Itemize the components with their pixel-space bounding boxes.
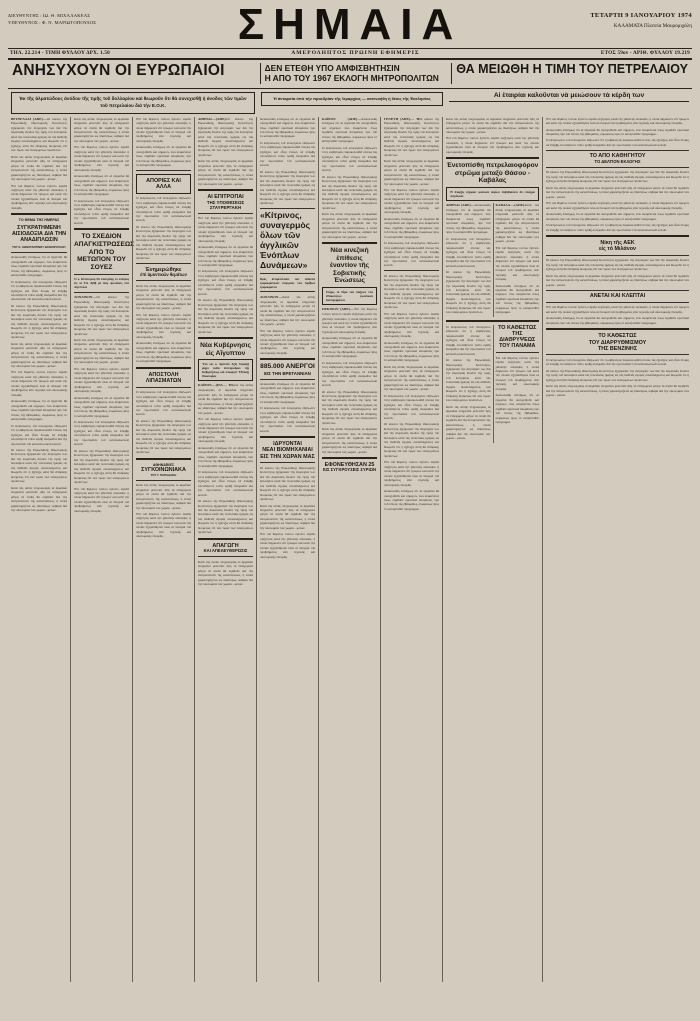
col4-p3: Ἐπὶ τοῦ θέματος τούτου ἐγένετο εὐρεῖα συζήτησις κατὰ τὴν χθεσινὴν σύσκεψιν, ἡ ὁποία διήρκεσεν ἐπὶ τρίωρον καὶ κατὰ τὴν ὁποίαν ἐξητάσθησαν ὅλαι αἱ πλευραὶ τοῦ προβλήματος ἀπὸ τεχνικῆς καὶ οἰκονομικῆς πλευρᾶς.: [198, 216, 253, 243]
col1-p5: Ὁ ἐκπρόσωπος τοῦ ὑπουργείου ἐδήλωσεν ὅτι ἡ κυβέρνησις παρακολουθεῖ στενῶς τὰς ἐξελίξεις καὶ εἶναι ἕτοιμη νὰ ἐπέμβῃ ὁποτεδήποτε τοῦτο κριθῇ ἀναγκαῖον διὰ τὴν προστασίαν τοῦ καταναλωτικοῦ κοινοῦ.: [11, 279, 67, 302]
col5-p8: Οἱ κύκλοι τῆς Εὐρωπαϊκῆς Οἰκονομικῆς Κοινότητος ἐξέφρασαν τὴν ἀνησυχίαν των διὰ τὴν ἁλματώδη ἄνοδον τῆς τιμῆς τοῦ δολλαρίου κατὰ τὰς τελευταίας ἡμέρας εἰς τὰς διεθνεῖς ἀγορὰς συναλλάγματος καὶ θεωροῦν ὅτι ἡ ἐξέλιξις αὐτὴ θὰ ἐπιδράσῃ δυσμενῶς ἐπὶ τῶν τιμῶν τῶν εἰσαγομένων προϊόντων.: [260, 465, 315, 502]
col8-sub-c-body: [446, 325, 491, 441]
col3-p9: Οἱ κύκλοι τῆς Εὐρωπαϊκῆς Οἰκονομικῆς Κοινότητος ἐξέφρασαν τὴν ἀνησυχίαν των διὰ τὴν ἁλματώδη ἄνοδον τῆς τιμῆς τοῦ δολλαρίου κατὰ τὰς τελευταίας ἡμέρας εἰς τὰς διεθνεῖς ἀγορὰς συναλλάγματος καὶ θεωροῦν ὅτι ἡ ἐξέλιξις αὐτὴ θὰ ἐπιδράσῃ δυσμενῶς ἐπὶ τῶν τιμῶν τῶν εἰσαγομένων προϊόντων.: [136, 418, 191, 455]
deck-mid-wrap: [258, 92, 446, 114]
masthead-subbar: [8, 49, 692, 60]
divider: [198, 556, 253, 557]
agency-tag: ΑΘΗΝΑΙ.—(ΑΠΕ).: [198, 116, 227, 121]
col9-body2: [546, 170, 689, 232]
col2-p3: Ἀνεκοινώθη ἐπισήμως ὅτι αἱ ἐργασίαι θὰ συνεχισθοῦν καὶ σήμερον, ἐνῶ ἀναμένεται ὅπως ληφθοῦν ὁριστικαὶ ἀποφάσεις πρὸ τοῦ τέλους τῆς ἑβδομάδος, συμφώνως πρὸς τὸ καταρτισθὲν πρόγραμμα.: [74, 174, 129, 197]
apostoli2-l2: ΤΟ ΔΕΛΤΙΟΝ ΕΚΛΟΓΗΣ: [594, 158, 641, 164]
col8-subgrid: [446, 203, 539, 317]
col9-p1: Ἐπὶ τοῦ θέματος τούτου ἐγένετο εὐρεῖα συζήτησις κατὰ τὴν χθεσινὴν σύσκεψιν, ἡ ὁποία διήρκεσεν ἐπὶ τρίωρον καὶ κατὰ τὴν ὁποίαν ἐξητάσθησαν ὅλαι αἱ πλευραὶ τοῦ προβλήματος ἀπὸ τεχνικῆς καὶ οἰκονομικῆς πλευρᾶς.: [546, 116, 689, 126]
col9-p3: Ὁ ἐκπρόσωπος τοῦ ὑπουργείου ἐδήλωσεν ὅτι ἡ κυβέρνησις παρακολουθεῖ στενῶς τὰς ἐξελίξεις καὶ εἶναι ἕτοιμη νὰ ἐπέμβῃ ὁποτεδήποτε τοῦτο κριθῇ ἀναγκαῖον διὰ τὴν προστασίαν τοῦ καταναλωτικοῦ κοινοῦ.: [546, 138, 689, 147]
col8-sub-d: [493, 325, 540, 443]
col4-body: [198, 117, 253, 186]
col2-p1: Κατὰ τὰς αὐτὰς πληροφορίας αἱ ἁρμόδιαι ὑπηρεσίαι μελετοῦν ἤδη τὰ ἐνδεχόμενα μέτρα τὰ ὁποῖα θὰ ληφθοῦν διὰ τὴν ἀντιμετώπισιν τῆς καταστάσεως, ἡ ὁποία χαρακτηρίζεται ὡς ἰδιαιτέρως σοβαρὰ διὰ τὴν οἰκονομίαν τῶν χωρῶν - μελῶν.: [74, 116, 129, 143]
col2-p7: Ἐπὶ τοῦ θέματος τούτου ἐγένετο εὐρεῖα συζήτησις κατὰ τὴν χθεσινὴν σύσκεψιν, ἡ ὁποία διήρκεσεν ἐπὶ τρίωρον καὶ κατὰ τὴν ὁποίαν ἐξητάσθησαν ὅλαι αἱ πλευραὶ τοῦ προβλήματος ἀπὸ τεχνικῆς καὶ οἰκονομικῆς πλευρᾶς.: [74, 366, 129, 394]
col8-p1: Κατὰ τὰς αὐτὰς πληροφορίας αἱ ἁρμόδιαι ὑπηρεσίαι μελετοῦν ἤδη τὰ ἐνδεχόμενα μέτρα τὰ ὁποῖα θὰ ληφθοῦν διὰ τὴν ἀντιμετώπισιν τῆς καταστάσεως, ἡ ὁποία χαρακτηρίζεται ὡς ἰδιαιτέρως σοβαρὰ διὰ τὴν οἰκονομίαν τῶν χωρῶν - μελῶν.: [446, 116, 539, 134]
divider: [74, 228, 129, 230]
col4-p7: Κατὰ τὰς αὐτὰς πληροφορίας αἱ ἁρμόδιαι ὑπηρεσίαι μελετοῦν ἤδη τὰ ἐνδεχόμενα μέτρα τὰ ὁποῖα θὰ ληφθοῦν διὰ τὴν ἀντιμετώπισιν τῆς καταστάσεως, ἡ ὁποία χαρακτηρίζεται ὡς ἰδιαιτέρως σοβαρὰ διὰ τὴν οἰκονομίαν τῶν χωρῶν - μελῶν.: [198, 383, 253, 415]
col1-p8: Ἐπὶ τοῦ θέματος τούτου ἐγένετο εὐρεῖα συζήτησις κατὰ τὴν χθεσινὴν σύσκεψιν, ἡ ὁποία διήρκεσεν ἐπὶ τρίωρον καὶ κατὰ τὴν ὁποίαν ἐξητάσθησαν ὅλαι αἱ πλευραὶ τοῦ προβλήματος ἀπὸ τεχνικῆς καὶ οἰκονομικῆς πλευρᾶς.: [11, 370, 67, 397]
divider: [136, 280, 191, 281]
col7-p6: Οἱ κύκλοι τῆς Εὐρωπαϊκῆς Οἰκονομικῆς Κοινότητος ἐξέφρασαν τὴν ἀνησυχίαν των διὰ τὴν ἁλματώδη ἄνοδον τῆς τιμῆς τοῦ δολλαρίου κατὰ τὰς τελευταίας ἡμέρας εἰς τὰς διεθνεῖς ἀγορὰς συναλλάγματος καὶ θεωροῦν ὅτι ἡ ἐξέλιξις αὐτὴ θὰ ἐπιδράσῃ δυσμενῶς ἐπὶ τῶν τιμῶν τῶν εἰσαγομένων προϊόντων.: [384, 273, 439, 310]
efoneuthisan-l2: ΕΙΣ ΣΥΓΚΡΟΥΣΕΙΣ ΣΥΡΙΩΝ: [323, 467, 376, 473]
apories-title: [136, 174, 191, 194]
divider: [546, 328, 689, 330]
col3-body2: [136, 196, 191, 261]
col8-p4: Ὁ ἐκπρόσωπος τοῦ ὑπουργείου ἐδήλωσεν ὅτι ἡ κυβέρνησις παρακολουθεῖ στενῶς τὰς ἐξελίξεις καὶ εἶναι ἕτοιμη νὰ ἐπέμβῃ ὁποτεδήποτε τοῦτο κριθῇ ἀναγκαῖον διὰ τὴν προστασίαν τοῦ καταναλωτικοῦ κοινοῦ.: [446, 236, 491, 268]
masthead: [8, 0, 692, 49]
anetai-title: ΑΝΕΤΑΙ ΚΑΙ ΚΛΕΠΤΑΙ: [589, 293, 646, 300]
col9-p10: Κατὰ τὰς αὐτὰς πληροφορίας αἱ ἁρμόδιαι ὑπηρεσίαι μελετοῦν ἤδη τὰ ἐνδεχόμενα μέτρα τὰ ὁποῖα θὰ ληφθοῦν διὰ τὴν ἀντιμετώπισιν τῆς καταστάσεως, ἡ ὁποία χαρακτηρίζεται ὡς ἰδιαιτέρως σοβαρὰ διὰ τὴν οἰκονομίαν τῶν χωρῶν - μελῶν.: [546, 273, 689, 287]
divider: [136, 170, 191, 171]
col7-p2: Κατὰ τὰς αὐτὰς πληροφορίας αἱ ἁρμόδιαι ὑπηρεσίαι μελετοῦν ἤδη τὰ ἐνδεχόμενα μέτρα τὰ ὁποῖα θὰ ληφθοῦν διὰ τὴν ἀντιμετώπισιν τῆς καταστάσεως, ἡ ὁποία χαρακτηρίζεται ὡς ἰδιαιτέρως σοβαρὰ διὰ τὴν οἰκονομίαν τῶν χωρῶν - μελῶν.: [384, 159, 439, 186]
col2-p8: Ἀνεκοινώθη ἐπισήμως ὅτι αἱ ἐργασίαι θὰ συνεχισθοῦν καὶ σήμερον, ἐνῶ ἀναμένεται ὅπως ληφθοῦν ὁριστικαὶ ἀποφάσεις πρὸ τοῦ τέλους τῆς ἑβδομάδος, συμφώνως πρὸς τὸ καταρτισθὲν πρόγραμμα.: [74, 395, 129, 418]
main-headline: ΑΝΗΣΥΧΟΥΝ ΟΙ ΕΥΡΩΠΑΙΟΙ: [12, 61, 225, 79]
athinaikes-kicker: ΑΘΗΝΑΪΚΕΣ: [152, 462, 175, 467]
kathestos-benzinis-l1: ΤΟ ΚΑΘΕΣΤΩΣ: [598, 333, 637, 340]
col2-p9: Ὁ ἐκπρόσωπος τοῦ ὑπουργείου ἐδήλωσεν ὅτι ἡ κυβέρνησις παρακολουθεῖ στενῶς τὰς ἐξελίξεις καὶ εἶναι ἕτοιμη νὰ ἐπέμβῃ ὁποτεδήποτε τοῦτο κριθῇ ἀναγκαῖον διὰ τὴν προστασίαν τοῦ καταναλωτικοῦ κοινοῦ.: [74, 419, 129, 447]
col1-p3: Ἐπὶ τοῦ θέματος τούτου ἐγένετο εὐρεῖα συζήτησις κατὰ τὴν χθεσινὴν σύσκεψιν, ἡ ὁποία διήρκεσεν ἐπὶ τρίωρον καὶ κατὰ τὴν ὁποίαν ἐξητάσθησαν ὅλαι αἱ πλευραὶ τοῦ προβλήματος ἀπὸ τεχνικῆς καὶ οἰκονομικῆς πλευρᾶς.: [11, 183, 67, 210]
col2-p4: Ὁ ἐκπρόσωπος τοῦ ὑπουργείου ἐδήλωσεν ὅτι ἡ κυβέρνησις παρακολουθεῖ στενῶς τὰς ἐξελίξεις καὶ εἶναι ἕτοιμη νὰ ἐπέμβῃ ὁποτεδήποτε τοῦτο κριθῇ ἀναγκαῖον διὰ τὴν προστασίαν τοῦ καταναλωτικοῦ κοινοῦ.: [74, 198, 129, 225]
agency-tag: ΚΑΪΡΟΝ (ΑΠΕ).—: [322, 116, 362, 121]
col2-p10: Οἱ κύκλοι τῆς Εὐρωπαϊκῆς Οἰκονομικῆς Κοινότητος ἐξέφρασαν τὴν ἀνησυχίαν των διὰ τὴν ἁλματώδη ἄνοδον τῆς τιμῆς τοῦ δολλαρίου κατὰ τὰς τελευταίας ἡμέρας εἰς τὰς διεθνεῖς ἀγορὰς συναλλάγματος καὶ θεωροῦν ὅτι ἡ ἐξέλιξις αὐτὴ θὰ ἐπιδράσῃ δυσμενῶς ἐπὶ τῶν τιμῶν τῶν εἰσαγομένων προϊόντων.: [74, 448, 129, 485]
petrelaioforon-deck: Ἡ ὕπαρξις ἰσχυρῶν φυσικῶν ἀερίων ἐπιβεβαιώνει ὅτι ὑπάρχει πετρέλαιον: [446, 187, 539, 201]
col7-p5: Ὁ ἐκπρόσωπος τοῦ ὑπουργείου ἐδήλωσεν ὅτι ἡ κυβέρνησις παρακολουθεῖ στενῶς τὰς ἐξελίξεις καὶ εἶναι ἕτοιμη νὰ ἐπέμβῃ ὁποτεδήποτε τοῦτο κριθῇ ἀναγκαῖον διὰ τὴν προστασίαν τοῦ καταναλωτικοῦ κοινοῦ.: [384, 241, 439, 268]
divider: [260, 462, 315, 463]
aiguptou-title: Νέα Κυβέρνησις εἰς Αἴγυπτον: [200, 342, 251, 357]
col7-p12: Ἐπὶ τοῦ θέματος τούτου ἐγένετο εὐρεῖα συζήτησις κατὰ τὴν χθεσινὴν σύσκεψιν, ἡ ὁποία διήρκεσεν ἐπὶ τρίωρον καὶ κατὰ τὴν ὁποίαν ἐξητάσθησαν ὅλαι αἱ πλευραὶ τοῦ προβλήματος ἀπὸ τεχνικῆς καὶ οἰκονομικῆς πλευρᾶς.: [384, 460, 439, 487]
masthead-date-block: [542, 6, 692, 31]
divider: [136, 387, 191, 388]
kitrinos-l1: «Κίτρινος, συναγερμὸς: [260, 210, 311, 231]
col4-p12: Κατὰ τὰς αὐτὰς πληροφορίας αἱ ἁρμόδιαι ὑπηρεσίαι μελετοῦν ἤδη τὰ ἐνδεχόμενα μέτρα τὰ ὁποῖα θὰ ληφθοῦν διὰ τὴν ἀντιμετώπισιν τῆς καταστάσεως, ἡ ὁποία χαρακτηρίζεται ὡς ἰδιαιτέρως σοβαρὰ διὰ τὴν οἰκονομίαν τῶν χωρῶν - μελῶν.: [198, 559, 253, 587]
aek-l1: Νίκη τῆς ΑΕΚ: [600, 240, 635, 247]
col3-p5: Κατὰ τὰς αὐτὰς πληροφορίας αἱ ἁρμόδιαι ὑπηρεσίαι μελετοῦν ἤδη τὰ ἐνδεχόμενα μέτρα τὰ ὁποῖα θὰ ληφθοῦν διὰ τὴν ἀντιμετώπισιν τῆς καταστάσεως, ἡ ὁποία χαρακτηρίζεται ὡς ἰδιαιτέρως σοβαρὰ διὰ τὴν οἰκονομίαν τῶν χωρῶν - μελῶν.: [136, 283, 191, 311]
col4-body3: [198, 383, 253, 534]
col2-body: [74, 117, 129, 226]
kathestos-benzinis-l3: ΤΗΣ ΒΕΝΖΙΝΗΣ: [597, 345, 638, 352]
column-2: [70, 116, 135, 982]
divider: [260, 208, 315, 209]
col7-p13: Ἀνεκοινώθη ἐπισήμως ὅτι αἱ ἐργασίαι θὰ συνεχισθοῦν καὶ σήμερον, ἐνῶ ἀναμένεται ὅπως ληφθοῦν ὁριστικαὶ ἀποφάσεις πρὸ τοῦ τέλους τῆς ἑβδομάδος, συμφώνως πρὸς τὸ καταρτισθὲν πρόγραμμα.: [384, 489, 439, 511]
divider: [260, 358, 315, 360]
apories-label: ΑΠΟΡΙΕΣ ΚΑΙ ΑΛΛΑ: [146, 177, 181, 190]
col6-p7: Ὁ ἐκπρόσωπος τοῦ ὑπουργείου ἐδήλωσεν ὅτι ἡ κυβέρνησις παρακολουθεῖ στενῶς τὰς ἐξελίξεις καὶ εἶναι ἕτοιμη νὰ ἐπέμβῃ ὁποτεδήποτε τοῦτο κριθῇ ἀναγκαῖον διὰ τὴν προστασίαν τοῦ καταναλωτικοῦ κοινοῦ.: [322, 360, 377, 388]
synkoinoniaka-title: ΣΥΓΚΟΙΝΩΝΙΑΚΑ: [141, 467, 186, 474]
col8-body: [446, 117, 539, 155]
col6-p4: Κατὰ τὰς αὐτὰς πληροφορίας αἱ ἁρμόδιαι ὑπηρεσίαι μελετοῦν ἤδη τὰ ἐνδεχόμενα μέτρα τὰ ὁποῖα θὰ ληφθοῦν διὰ τὴν ἀντιμετώπισιν τῆς καταστάσεως, ἡ ὁποία χαρακτηρίζεται ὡς ἰδιαιτέρως σοβαρὰ διὰ τὴν οἰκονομίαν τῶν χωρῶν - μελῶν.: [322, 212, 377, 239]
idruontai-l2: ΝΕΑΙ ΒΙΟΜΗΧΑΝΙΑΙ: [262, 447, 313, 454]
col9-p11: Ἐπὶ τοῦ θέματος τούτου ἐγένετο εὐρεῖα συζήτησις κατὰ τὴν χθεσινὴν σύσκεψιν, ἡ ὁποία διήρκεσεν ἐπὶ τρίωρον καὶ κατὰ τὴν ὁποίαν ἐξητάσθησαν ὅλαι αἱ πλευραὶ τοῦ προβλήματος ἀπὸ τεχνικῆς καὶ οἰκονομικῆς πλευρᾶς.: [546, 305, 689, 314]
col1-p10: Ὁ ἐκπρόσωπος τοῦ ὑπουργείου ἐδήλωσεν ὅτι ἡ κυβέρνησις παρακολουθεῖ στενῶς τὰς ἐξελίξεις καὶ εἶναι ἕτοιμη νὰ ἐπέμβῃ ὁποτεδήποτε τοῦτο κριθῇ ἀναγκαῖον διὰ τὴν προστασίαν τοῦ καταναλωτικοῦ κοινοῦ.: [11, 423, 67, 446]
col3-p3: Ὁ ἐκπρόσωπος τοῦ ὑπουργείου ἐδήλωσεν ὅτι ἡ κυβέρνησις παρακολουθεῖ στενῶς τὰς ἐξελίξεις καὶ εἶναι ἕτοιμη νὰ ἐπέμβῃ ὁποτεδήποτε τοῦτο κριθῇ ἀναγκαῖον διὰ τὴν προστασίαν τοῦ καταναλωτικοῦ κοινοῦ.: [136, 196, 191, 223]
office-address: ΚΑΛΑΜΑΤΑ Πλατεία Μαυρομιχάλη: [613, 22, 692, 29]
paper-tagline: ΑΜΕΡΟΛΗΠΤΟΣ ΠΡΩΙΝΗ ΕΦΗΜΕΡΙΣ: [291, 50, 420, 57]
headline-band: [8, 60, 692, 89]
col9-p4: Οἱ κύκλοι τῆς Εὐρωπαϊκῆς Οἰκονομικῆς Κοινότητος ἐξέφρασαν τὴν ἀνησυχίαν των διὰ τὴν ἁλματώδη ἄνοδον τῆς τιμῆς τοῦ δολλαρίου κατὰ τὰς τελευταίας ἡμέρας εἰς τὰς διεθνεῖς ἀγορὰς συναλλάγματος καὶ θεωροῦν ὅτι ἡ ἐξέλιξις αὐτὴ θὰ ἐπιδράσῃ δυσμενῶς ἐπὶ τῶν τιμῶν τῶν εἰσαγομένων προϊόντων.: [546, 170, 689, 184]
main-grid: [8, 117, 692, 982]
col1-p6: Οἱ κύκλοι τῆς Εὐρωπαϊκῆς Οἰκονομικῆς Κοινότητος ἐξέφρασαν τὴν ἀνησυχίαν των διὰ τὴν ἁλματώδη ἄνοδον τῆς τιμῆς τοῦ δολλαρίου κατὰ τὰς τελευταίας ἡμέρας εἰς τὰς διεθνεῖς ἀγορὰς συναλλάγματος καὶ θεωροῦν ὅτι ἡ ἐξέλιξις αὐτὴ θὰ ἐπιδράσῃ δυσμενῶς ἐπὶ τῶν τιμῶν τῶν εἰσαγομένων προϊόντων.: [11, 303, 67, 340]
col8-p10: Οἱ κύκλοι τῆς Εὐρωπαϊκῆς Οἰκονομικῆς Κοινότητος ἐξέφρασαν τὴν ἀνησυχίαν των διὰ τὴν ἁλματώδη ἄνοδον τῆς τιμῆς τοῦ δολλαρίου κατὰ τὰς τελευταίας ἡμέρας εἰς τὰς διεθνεῖς ἀγορὰς συναλλάγματος καὶ θεωροῦν ὅτι ἡ ἐξέλιξις αὐτὴ θὰ ἐπιδράσῃ δυσμενῶς ἐπὶ τῶν τιμῶν τῶν εἰσαγομένων προϊόντων.: [446, 358, 491, 403]
souez-sub: ΑΠΟ ΤΟ ΜΕΤΩΠΟΝ ΤΟΥ ΣΟΥΕΖ: [77, 248, 126, 271]
col9-p6: Ἐπὶ τοῦ θέματος τούτου ἐγένετο εὐρεῖα συζήτησις κατὰ τὴν χθεσινὴν σύσκεψιν, ἡ ὁποία διήρκεσεν ἐπὶ τρίωρον καὶ κατὰ τὴν ὁποίαν ἐξητάσθησαν ὅλαι αἱ πλευραὶ τοῦ προβλήματος ἀπὸ τεχνικῆς καὶ οἰκονομικῆς πλευρᾶς.: [546, 201, 689, 210]
col5-body: [260, 117, 315, 206]
agency-tag: ΓΕΝΕΥΗ (ΑΠΕ).— Ἡ: [384, 116, 420, 121]
deck-left-wrap: [8, 92, 258, 114]
col8-sub-b-body: [496, 203, 540, 315]
col1-body2: [11, 255, 67, 512]
col5-body3: [260, 382, 315, 433]
col6-p2: Ὁ ἐκπρόσωπος τοῦ ὑπουργείου ἐδήλωσεν ὅτι ἡ κυβέρνησις παρακολουθεῖ στενῶς τὰς ἐξελίξεις καὶ εἶναι ἕτοιμη νὰ ἐπέμβῃ ὁποτεδήποτε τοῦτο κριθῇ ἀναγκαῖον διὰ τὴν προστασίαν τοῦ καταναλωτικοῦ κοινοῦ.: [322, 145, 377, 173]
col7-body2: [384, 274, 439, 511]
kinezikh-title: Νέα κινεζικὴ ἐπίθεσις: [330, 247, 369, 262]
masthead-credits: [8, 6, 158, 27]
col5-p7: Ὁ ἐκπρόσωπος τοῦ ὑπουργείου ἐδήλωσεν ὅτι ἡ κυβέρνησις παρακολουθεῖ στενῶς τὰς ἐξελίξεις καὶ εἶναι ἕτοιμη νὰ ἐπέμβῃ ὁποτεδήποτε τοῦτο κριθῇ ἀναγκαῖον διὰ τὴν προστασίαν τοῦ καταναλωτικοῦ κοινοῦ.: [260, 406, 315, 433]
col3-p4: Οἱ κύκλοι τῆς Εὐρωπαϊκῆς Οἰκονομικῆς Κοινότητος ἐξέφρασαν τὴν ἀνησυχίαν των διὰ τὴν ἁλματώδη ἄνοδον τῆς τιμῆς τοῦ δολλαρίου κατὰ τὰς τελευταίας ἡμέρας εἰς τὰς διεθνεῖς ἀγορὰς συναλλάγματος καὶ θεωροῦν ὅτι ἡ ἐξέλιξις αὐτὴ θὰ ἐπιδράσῃ δυσμενῶς ἐπὶ τῶν τιμῶν τῶν εἰσαγομένων προϊόντων.: [136, 224, 191, 261]
col7-p7: Ἐπὶ τοῦ θέματος τούτου ἐγένετο εὐρεῖα συζήτησις κατὰ τὴν χθεσινὴν σύσκεψιν, ἡ ὁποία διήρκεσεν ἐπὶ τρίωρον καὶ κατὰ τὴν ὁποίαν ἐξητάσθησαν ὅλαι αἱ πλευραὶ τοῦ προβλήματος ἀπὸ τεχνικῆς καὶ οἰκονομικῆς πλευρᾶς.: [384, 311, 439, 339]
col8-p2: Ἐπὶ τοῦ θέματος τούτου ἐγένετο εὐρεῖα συζήτησις κατὰ τὴν χθεσινὴν σύσκεψιν, ἡ ὁποία διήρκεσεν ἐπὶ τρίωρον καὶ κατὰ τὴν ὁποίαν ἐξητάσθησαν ὅλαι αἱ πλευραὶ τοῦ προβλήματος ἀπὸ τεχνικῆς καὶ οἰκονομικῆς πλευρᾶς.: [446, 136, 539, 154]
divider: [260, 436, 315, 438]
column-8: [442, 117, 542, 982]
epitropi-sub: ΤΗΣ ΥΠΟΘΕΣΕΩΣ ΣΤΑΥΡΕΡΓΑΚΗ: [206, 200, 245, 211]
col1-p9: Ἀνεκοινώθη ἐπισήμως ὅτι αἱ ἐργασίαι θὰ συνεχισθοῦν καὶ σήμερον, ἐνῶ ἀναμένεται ὅπως ληφθοῦν ὁριστικαὶ ἀποφάσεις πρὸ τοῦ τέλους τῆς ἑβδομάδος, συμφώνως πρὸς τὸ καταρτισθὲν πρόγραμμα.: [11, 399, 67, 422]
column-5: [256, 117, 318, 982]
kitrinos-l3: Ἐνόπλων Δυνάμεων»: [260, 249, 308, 270]
sygkratimeni-title: ΣΥΓΚΡΑΤΗΜΕΝΗ ΑΙΣΙΟΔΟΞΙΑ ΔΙΑ ΤΗΝ ΑΝΑΔΙΠΛΩΣΙΝ: [11, 224, 67, 244]
enimerothike-sub: ἐπὶ ἀμυντικῶν θεμάτων: [140, 271, 187, 277]
col8-p11: Κατὰ τὰς αὐτὰς πληροφορίας αἱ ἁρμόδιαι ὑπηρεσίαι μελετοῦν ἤδη τὰ ἐνδεχόμενα μέτρα τὰ ὁποῖα θὰ ληφθοῦν διὰ τὴν ἀντιμετώπισιν τῆς καταστάσεως, ἡ ὁποία χαρακτηρίζεται ὡς ἰδιαιτέρως σοβαρὰ διὰ τὴν οἰκονομίαν τῶν χωρῶν - μελῶν.: [446, 404, 491, 441]
issue-date: ΤΕΤΑΡΤΗ 9 ΙΑΝΟΥΑΡΙΟΥ 1974: [590, 12, 692, 19]
col7-p4: Ἀνεκοινώθη ἐπισήμως ὅτι αἱ ἐργασίαι θὰ συνεχισθοῦν καὶ σήμερον, ἐνῶ ἀναμένεται ὅπως ληφθοῦν ὁριστικαὶ ἀποφάσεις πρὸ τοῦ τέλους τῆς ἑβδομάδος, συμφώνως πρὸς τὸ καταρτισθὲν πρόγραμμα.: [384, 216, 439, 239]
deck-right-wrap: [446, 92, 692, 114]
col9-p13: Ὁ ἐκπρόσωπος τοῦ ὑπουργείου ἐδήλωσεν ὅτι ἡ κυβέρνησις παρακολουθεῖ στενῶς τὰς ἐξελίξεις καὶ εἶναι ἕτοιμη νὰ ἐπέμβῃ ὁποτεδήποτε τοῦτο κριθῇ ἀναγκαῖον διὰ τὴν προστασίαν τοῦ καταναλωτικοῦ κοινοῦ.: [546, 357, 689, 367]
col9-p12: Ἀνεκοινώθη ἐπισήμως ὅτι αἱ ἐργασίαι θὰ συνεχισθοῦν καὶ σήμερον, ἐνῶ ἀναμένεται ὅπως ληφθοῦν ὁριστικαὶ ἀποφάσεις πρὸ τοῦ τέλους τῆς ἑβδομάδος, συμφώνως πρὸς τὸ καταρτισθὲν πρόγραμμα.: [546, 316, 689, 325]
agency-tag: ΚΑΪΡΟΝ.—(ΕΙΔ.— Ἡ: [198, 383, 232, 388]
col6-p5: Ἐπὶ τοῦ θέματος τούτου ἐγένετο εὐρεῖα συζήτησις κατὰ τὴν χθεσινὴν σύσκεψιν, ἡ ὁποία διήρκεσεν ἐπὶ τρίωρον καὶ κατὰ τὴν ὁποίαν ἐξητάσθησαν ὅλαι αἱ πλευραὶ τοῦ προβλήματος ἀπὸ τεχνικῆς καὶ οἰκονομικῆς πλευρᾶς.: [322, 307, 377, 334]
phone-price: ΤΗΛ. 22.214 - ΤΙΜΗ ΦΥΛΛΟΥ ΔΡΧ. 1.50: [10, 50, 110, 57]
col8-subgrid2: [446, 325, 539, 443]
col6-body2: [322, 307, 377, 454]
divider: [136, 263, 191, 264]
col4-p2: Κατὰ τὰς αὐτὰς πληροφορίας αἱ ἁρμόδιαι ὑπηρεσίαι μελετοῦν ἤδη τὰ ἐνδεχόμενα μέτρα τὰ ὁποῖα θὰ ληφθοῦν διὰ τὴν ἀντιμετώπισιν τῆς καταστάσεως, ἡ ὁποία χαρακτηρίζεται ὡς ἰδιαιτέρως σοβαρὰ διὰ τὴν οἰκονομίαν τῶν χωρῶν - μελῶν.: [198, 159, 253, 186]
col9-p2: Ἀνεκοινώθη ἐπισήμως ὅτι αἱ ἐργασίαι θὰ συνεχισθοῦν καὶ σήμερον, ἐνῶ ἀναμένεται ὅπως ληφθοῦν ὁριστικαὶ ἀποφάσεις πρὸ τοῦ τέλους τῆς ἑβδομάδος, συμφώνως πρὸς τὸ καταρτισθὲν πρόγραμμα.: [546, 127, 689, 136]
divider: [136, 458, 191, 460]
col1-p11: Οἱ κύκλοι τῆς Εὐρωπαϊκῆς Οἰκονομικῆς Κοινότητος ἐξέφρασαν τὴν ἀνησυχίαν των διὰ τὴν ἁλματώδη ἄνοδον τῆς τιμῆς τοῦ δολλαρίου κατὰ τὰς τελευταίας ἡμέρας εἰς τὰς διεθνεῖς ἀγορὰς συναλλάγματος καὶ θεωροῦν ὅτι ἡ ἐξέλιξις αὐτὴ θὰ ἐπιδράσῃ δυσμενῶς ἐπὶ τῶν τιμῶν τῶν εἰσαγομένων προϊόντων.: [11, 447, 67, 484]
divider: [260, 379, 315, 380]
mid-headline-line1: ΔΕΝ ΕΤΕΘΗ ΥΠΟ ΑΜΦΙΣΒΗΤΗΣΙΝ: [264, 62, 400, 73]
divider: [74, 292, 129, 293]
col7-p1: Οἱ κύκλοι τῆς Εὐρωπαϊκῆς Οἰκονομικῆς Κοινότητος ἐξέφρασαν τὴν ἀνησυχίαν των διὰ τὴν ἁλματώδη ἄνοδον τῆς τιμῆς τοῦ δολλαρίου κατὰ τὰς τελευταίας ἡμέρας εἰς τὰς διεθνεῖς ἀγορὰς συναλλάγματος καὶ θεωροῦν ὅτι ἡ ἐξέλιξις αὐτὴ θὰ ἐπιδράσῃ δυσμενῶς ἐπὶ τῶν τιμῶν τῶν εἰσαγομένων προϊόντων.: [384, 116, 439, 157]
col9-p7: Ἀνεκοινώθη ἐπισήμως ὅτι αἱ ἐργασίαι θὰ συνεχισθοῦν καὶ σήμερον, ἐνῶ ἀναμένεται ὅπως ληφθοῦν ὁριστικαὶ ἀποφάσεις πρὸ τοῦ τέλους τῆς ἑβδομάδος, συμφώνως πρὸς τὸ καταρτισθὲν πρόγραμμα.: [546, 212, 689, 221]
column-6: [318, 117, 380, 982]
col1-p2: Κατὰ τὰς αὐτὰς πληροφορίας αἱ ἁρμόδιαι ὑπηρεσίαι μελετοῦν ἤδη τὰ ἐνδεχόμενα μέτρα τὰ ὁποῖα θὰ ληφθοῦν διὰ τὴν ἀντιμετώπισιν τῆς καταστάσεως, ἡ ὁποία χαρακτηρίζεται ὡς ἰδιαιτέρως σοβαρὰ διὰ τὴν οἰκονομίαν τῶν χωρῶν - μελῶν.: [11, 154, 67, 182]
idruontai-l3: ΕΙΣ ΤΗΝ ΧΩΡΑΝ ΜΑΣ: [260, 453, 315, 460]
col8-p3: Ἀνεκοινώθη ἐπισήμως ὅτι αἱ ἐργασίαι θὰ συνεχισθοῦν καὶ σήμερον, ἐνῶ ἀναμένεται ὅπως ληφθοῦν ὁριστικαὶ ἀποφάσεις πρὸ τοῦ τέλους τῆς ἑβδομάδος, συμφώνως πρὸς τὸ καταρτισθὲν πρόγραμμα.: [446, 203, 491, 235]
col1-p7: Κατὰ τὰς αὐτὰς πληροφορίας αἱ ἁρμόδιαι ὑπηρεσίαι μελετοῦν ἤδη τὰ ἐνδεχόμενα μέτρα τὰ ὁποῖα θὰ ληφθοῦν διὰ τὴν ἀντιμετώπισιν τῆς καταστάσεως, ἡ ὁποία χαρακτηρίζεται ὡς ἰδιαιτέρως σοβαρὰ διὰ τὴν οἰκονομίαν τῶν χωρῶν - μελῶν.: [11, 341, 67, 368]
col3-p2: Ἀνεκοινώθη ἐπισήμως ὅτι αἱ ἐργασίαι θὰ συνεχισθοῦν καὶ σήμερον, ἐνῶ ἀναμένεται ὅπως ληφθοῦν ὁριστικαὶ ἀποφάσεις πρὸ τοῦ τέλους τῆς ἑβδομάδος, συμφώνως πρὸς τὸ καταρτισθὲν πρόγραμμα.: [136, 145, 191, 168]
col4-p1: Οἱ κύκλοι τῆς Εὐρωπαϊκῆς Οἰκονομικῆς Κοινότητος ἐξέφρασαν τὴν ἀνησυχίαν των διὰ τὴν ἁλματώδη ἄνοδον τῆς τιμῆς τοῦ δολλαρίου κατὰ τὰς τελευταίας ἡμέρας εἰς τὰς διεθνεῖς ἀγορὰς συναλλάγματος καὶ θεωροῦν ὅτι ἡ ἐξέλιξις αὐτὴ θὰ ἐπιδράσῃ δυσμενῶς ἐπὶ τῶν τιμῶν τῶν εἰσαγομένων προϊόντων.: [198, 116, 253, 157]
aek-l2: εἰς τὸ Μιλάνον: [598, 246, 637, 253]
idruontai-l1: ΙΔΡΥΟΝΤΑΙ: [273, 441, 302, 448]
col6-p9: Κατὰ τὰς αὐτὰς πληροφορίας αἱ ἁρμόδιαι ὑπηρεσίαι μελετοῦν ἤδη τὰ ἐνδεχόμενα μέτρα τὰ ὁποῖα θὰ ληφθοῦν διὰ τὴν ἀντιμετώπισιν τῆς καταστάσεως, ἡ ὁποία χαρακτηρίζεται ὡς ἰδιαιτέρως σοβαρὰ διὰ τὴν οἰκονομίαν τῶν χωρῶν - μελῶν.: [322, 427, 377, 454]
col9-body5: [546, 358, 689, 398]
col8-p8: Ἀνεκοινώθη ἐπισήμως ὅτι αἱ ἐργασίαι θὰ συνεχισθοῦν καὶ σήμερον, ἐνῶ ἀναμένεται ὅπως ληφθοῦν ὁριστικαὶ ἀποφάσεις πρὸ τοῦ τέλους τῆς ἑβδομάδος, συμφώνως πρὸς τὸ καταρτισθὲν πρόγραμμα.: [495, 283, 539, 315]
agency-tag: ΚΑΒΑΛΑ.—(ΑΠΕ).: [495, 203, 525, 208]
col3-p1: Ἐπὶ τοῦ θέματος τούτου ἐγένετο εὐρεῖα συζήτησις κατὰ τὴν χθεσινὴν σύσκεψιν, ἡ ὁποία διήρκεσεν ἐπὶ τρίωρον καὶ κατὰ τὴν ὁποίαν ἐξητάσθησαν ὅλαι αἱ πλευραὶ τοῦ προβλήματος ἀπὸ τεχνικῆς καὶ οἰκονομικῆς πλευρᾶς.: [136, 116, 191, 143]
kathestos-l1: ΤΟ ΚΑΘΕΣΤΩΣ: [498, 324, 537, 331]
col2-body2: [74, 295, 129, 513]
divider: [546, 302, 689, 303]
col4-p10: Ὁ ἐκπρόσωπος τοῦ ὑπουργείου ἐδήλωσεν ὅτι ἡ κυβέρνησις παρακολουθεῖ στενῶς τὰς ἐξελίξεις καὶ εἶναι ἕτοιμη νὰ ἐπέμβῃ ὁποτεδήποτε τοῦτο κριθῇ ἀναγκαῖον διὰ τὴν προστασίαν τοῦ καταναλωτικοῦ κοινοῦ.: [198, 470, 253, 497]
col5-p4: Κατὰ τὰς αὐτὰς πληροφορίας αἱ ἁρμόδιαι ὑπηρεσίαι μελετοῦν ἤδη τὰ ἐνδεχόμενα μέτρα τὰ ὁποῖα θὰ ληφθοῦν διὰ τὴν ἀντιμετώπισιν τῆς καταστάσεως, ἡ ὁποία χαρακτηρίζεται ὡς ἰδιαιτέρως σοβαρὰ διὰ τὴν οἰκονομίαν τῶν χωρῶν - μελῶν.: [260, 294, 315, 327]
col2-p2: Ἐπὶ τοῦ θέματος τούτου ἐγένετο εὐρεῖα συζήτησις κατὰ τὴν χθεσινὴν σύσκεψιν, ἡ ὁποία διήρκεσεν ἐπὶ τρίωρον καὶ κατὰ τὴν ὁποίαν ἐξητάσθησαν ὅλαι αἱ πλευραὶ τοῦ προβλήματος ἀπὸ τεχνικῆς καὶ οἰκονομικῆς πλευρᾶς.: [74, 145, 129, 172]
divider: [446, 157, 539, 159]
col2-p6: Κατὰ τὰς αὐτὰς πληροφορίας αἱ ἁρμόδιαι ὑπηρεσίαι μελετοῦν ἤδη τὰ ἐνδεχόμενα μέτρα τὰ ὁποῖα θὰ ληφθοῦν διὰ τὴν ἀντιμετώπισιν τῆς καταστάσεως, ἡ ὁποία χαρακτηρίζεται ὡς ἰδιαιτέρως σοβαρὰ διὰ τὴν οἰκονομίαν τῶν χωρῶν - μελῶν.: [74, 338, 129, 365]
deck-mid: Ἡ ἀνταρσία ὑπὸ τὴν προεδρίαν τῆς Ἱεραρχίας — κατενοήθη ἡ θέσις τῆς Ἐκκλησίας: [261, 92, 443, 106]
col3-p8: Ὁ ἐκπρόσωπος τοῦ ὑπουργείου ἐδήλωσεν ὅτι ἡ κυβέρνησις παρακολουθεῖ στενῶς τὰς ἐξελίξεις καὶ εἶναι ἕτοιμη νὰ ἐπέμβῃ ὁποτεδήποτε τοῦτο κριθῇ ἀναγκαῖον διὰ τὴν προστασίαν τοῦ καταναλωτικοῦ κοινοῦ.: [136, 390, 191, 417]
headline-mid-col: [260, 63, 452, 84]
column-7: [380, 117, 442, 982]
column-3: [132, 117, 194, 982]
col5-p5: Ἐπὶ τοῦ θέματος τούτου ἐγένετο εὐρεῖα συζήτησις κατὰ τὴν χθεσινὴν σύσκεψιν, ἡ ὁποία διήρκεσεν ἐπὶ τρίωρον καὶ κατὰ τὴν ὁποίαν ἐξητάσθησαν ὅλαι αἱ πλευραὶ τοῦ προβλήματος ἀπὸ τεχνικῆς καὶ οἰκονομικῆς πλευρᾶς.: [260, 328, 315, 355]
col9-p15: Κατὰ τὰς αὐτὰς πληροφορίας αἱ ἁρμόδιαι ὑπηρεσίαι μελετοῦν ἤδη τὰ ἐνδεχόμενα μέτρα τὰ ὁποῖα θὰ ληφθοῦν διὰ τὴν ἀντιμετώπισιν τῆς καταστάσεως, ἡ ὁποία χαρακτηρίζεται ὡς ἰδιαιτέρως σοβαρὰ διὰ τὴν οἰκονομίαν τῶν χωρῶν - μελῶν.: [546, 384, 689, 398]
column-4: [194, 117, 256, 982]
apagogi-l1: ΑΠΑΓΩΓΗ: [212, 542, 239, 549]
col8-p9: Ὁ ἐκπρόσωπος τοῦ ὑπουργείου ἐδήλωσεν ὅτι ἡ κυβέρνησις παρακολουθεῖ στενῶς τὰς ἐξελίξεις καὶ εἶναι ἕτοιμη νὰ ἐπέμβῃ ὁποτεδήποτε τοῦτο κριθῇ ἀναγκαῖον διὰ τὴν προστασίαν τοῦ καταναλωτικοῦ κοινοῦ.: [446, 324, 491, 356]
kitrinos-deck: Πρὸς ἀντιμετώπισιν τῶν πιθανῶν τρομοκρατικῶν ἐνεργειῶν τῶν Ἀράβων τρομοκρατῶν: [260, 276, 315, 289]
divider: [260, 273, 315, 274]
deck-left: Ἐκ τῆς ἁλματώδους ἀνόδου τῆς τιμῆς τοῦ δολλαρίου καὶ θεωροῦν ὅτι θὰ συνεχισθῇ ἡ ἀνοδος τῶν τιμῶν τοῦ πετρελαίου διὰ τὴν Ε.Ο.Κ.: [11, 92, 255, 114]
col8-sub-c: [446, 325, 493, 443]
divider: [11, 252, 67, 253]
newspaper-title: ΣΗΜΑΙΑ: [237, 0, 463, 49]
col6-p3: Οἱ κύκλοι τῆς Εὐρωπαϊκῆς Οἰκονομικῆς Κοινότητος ἐξέφρασαν τὴν ἀνησυχίαν των διὰ τὴν ἁλματώδη ἄνοδον τῆς τιμῆς τοῦ δολλαρίου κατὰ τὰς τελευταίας ἡμέρας εἰς τὰς διεθνεῖς ἀγορὰς συναλλάγματος καὶ θεωροῦν ὅτι ἡ ἐξέλιξις αὐτὴ θὰ ἐπιδράσῃ δυσμενῶς ἐπὶ τῶν τιμῶν τῶν εἰσαγομένων προϊόντων.: [322, 174, 377, 210]
topic-kicker: ΤΟ ΘΕΜΑ ΤΗΣ ΗΜΕΡΑΣ: [18, 218, 60, 223]
divider: [11, 213, 67, 215]
col4-p11: Οἱ κύκλοι τῆς Εὐρωπαϊκῆς Οἰκονομικῆς Κοινότητος ἐξέφρασαν τὴν ἀνησυχίαν των διὰ τὴν ἁλματώδη ἄνοδον τῆς τιμῆς τοῦ δολλαρίου κατὰ τὰς τελευταίας ἡμέρας εἰς τὰς διεθνεῖς ἀγορὰς συναλλάγματος καὶ θεωροῦν ὅτι ἡ ἐξέλιξις αὐτὴ θὰ ἐπιδράσῃ δυσμενῶς ἐπὶ τῶν τιμῶν τῶν εἰσαγομένων προϊόντων.: [198, 499, 253, 535]
col6-p6: Ἀνεκοινώθη ἐπισήμως ὅτι αἱ ἐργασίαι θὰ συνεχισθοῦν καὶ σήμερον, ἐνῶ ἀναμένεται ὅπως ληφθοῦν ὁριστικαὶ ἀποφάσεις πρὸ τοῦ τέλους τῆς ἑβδομάδος, συμφώνως πρὸς τὸ καταρτισθὲν πρόγραμμα.: [322, 336, 377, 359]
epitropi-title: ΑΙ ΕΠΙΤΡΟΠΑΙ: [207, 193, 244, 200]
col1-lead: [11, 117, 67, 211]
col9-p14: Οἱ κύκλοι τῆς Εὐρωπαϊκῆς Οἰκονομικῆς Κοινότητος ἐξέφρασαν τὴν ἀνησυχίαν των διὰ τὴν ἁλματώδη ἄνοδον τῆς τιμῆς τοῦ δολλαρίου κατὰ τὰς τελευταίας ἡμέρας εἰς τὰς διεθνεῖς ἀγορὰς συναλλάγματος καὶ θεωροῦν ὅτι ἡ ἐξέλιξις αὐτὴ θὰ ἐπιδράσῃ δυσμενῶς ἐπὶ τῶν τιμῶν τῶν εἰσαγομένων προϊόντων.: [546, 368, 689, 382]
col8-p13: Ἀνεκοινώθη ἐπισήμως ὅτι αἱ ἐργασίαι θὰ συνεχισθοῦν καὶ σήμερον, ἐνῶ ἀναμένεται ὅπως ληφθοῦν ὁριστικαὶ ἀποφάσεις πρὸ τοῦ τέλους τῆς ἑβδομάδος, συμφώνως πρὸς τὸ καταρτισθὲν πρόγραμμα.: [495, 393, 539, 425]
enimerothike-title: Ἐνημερώθηκε: [145, 266, 182, 273]
divider: [260, 291, 315, 292]
col4-p8: Ἐπὶ τοῦ θέματος τούτου ἐγένετο εὐρεῖα συζήτησις κατὰ τὴν χθεσινὴν σύσκεψιν, ἡ ὁποία διήρκεσεν ἐπὶ τρίωρον καὶ κατὰ τὴν ὁποίαν ἐξητάσθησαν ὅλαι αἱ πλευραὶ τοῦ προβλήματος ἀπὸ τεχνικῆς καὶ οἰκονομικῆς πλευρᾶς.: [198, 417, 253, 444]
col7-p8: Ἀνεκοινώθη ἐπισήμως ὅτι αἱ ἐργασίαι θὰ συνεχισθοῦν καὶ σήμερον, ἐνῶ ἀναμένεται ὅπως ληφθοῦν ὁριστικαὶ ἀποφάσεις πρὸ τοῦ τέλους τῆς ἑβδομάδος, συμφώνως πρὸς τὸ καταρτισθὲν πρόγραμμα.: [384, 340, 439, 363]
anergoi-number: 885.000 ΑΝΕΡΓΟΙ: [260, 363, 315, 371]
col5-body4: [260, 466, 315, 559]
efoneuthisan-l1: ΕΦΟΝΕΥΘΗΣΑΝ 25: [324, 462, 375, 469]
aiguptou-deck: Ὑπὸ τὸν κ. Ἀμπντὲλ Ἀζὶζ Χιγκαζῆ μέχρι τοῦδε ἀντιπρόεδρον τῆς Κυβερνήσεως καὶ ὑπουργὸν Ἐθνικῆς Οἰκονομίας: [198, 359, 253, 381]
col3-p11: Ἐπὶ τοῦ θέματος τούτου ἐγένετο εὐρεῖα συζήτησις κατὰ τὴν χθεσινὴν σύσκεψιν, ἡ ὁποία διήρκεσεν ἐπὶ τρίωρον καὶ κατὰ τὴν ὁποίαν ἐξητάσθησαν ὅλαι αἱ πλευραὶ τοῦ προβλήματος ἀπὸ τεχνικῆς καὶ οἰκονομικῆς πλευρᾶς.: [136, 511, 191, 539]
deck-row: [8, 92, 692, 114]
col3-body: [136, 117, 191, 168]
col9-p5: Κατὰ τὰς αὐτὰς πληροφορίας αἱ ἁρμόδιαι ὑπηρεσίαι μελετοῦν ἤδη τὰ ἐνδεχόμενα μέτρα τὰ ὁποῖα θὰ ληφθοῦν διὰ τὴν ἀντιμετώπισιν τῆς καταστάσεως, ἡ ὁποία χαρακτηρίζεται ὡς ἰδιαιτέρως σοβαρὰ διὰ τὴν οἰκονομίαν τῶν χωρῶν - μελῶν.: [546, 185, 689, 199]
kathestos-benzinis-l2: ΤΟΥ ΔΙΑΡΡΥΘΜΙΣΜΟΥ: [588, 339, 647, 346]
col7-p10: Ὁ ἐκπρόσωπος τοῦ ὑπουργείου ἐδήλωσεν ὅτι ἡ κυβέρνησις παρακολουθεῖ στενῶς τὰς ἐξελίξεις καὶ εἶναι ἕτοιμη νὰ ἐπέμβῃ ὁποτεδήποτε τοῦτο κριθῇ ἀναγκαῖον διὰ τὴν προστασίαν τοῦ καταναλωτικοῦ κοινοῦ.: [384, 393, 439, 420]
col9-body3: [546, 258, 689, 287]
col3-body3: [136, 284, 191, 364]
director-line: ΔΙΕΥΘΥΝΤΗΣ : ΙΩ. Θ. ΜΙΧΑΛΑΚΕΑΣ: [8, 13, 91, 18]
col9-p9: Οἱ κύκλοι τῆς Εὐρωπαϊκῆς Οἰκονομικῆς Κοινότητος ἐξέφρασαν τὴν ἀνησυχίαν των διὰ τὴν ἁλματώδη ἄνοδον τῆς τιμῆς τοῦ δολλαρίου κατὰ τὰς τελευταίας ἡμέρας εἰς τὰς διεθνεῖς ἀγορὰς συναλλάγματος καὶ θεωροῦν ὅτι ἡ ἐξέλιξις αὐτὴ θὰ ἐπιδράσῃ δυσμενῶς ἐπὶ τῶν τιμῶν τῶν εἰσαγομένων προϊόντων.: [546, 258, 689, 272]
col2-p5: Οἱ κύκλοι τῆς Εὐρωπαϊκῆς Οἰκονομικῆς Κοινότητος ἐξέφρασαν τὴν ἀνησυχίαν των διὰ τὴν ἁλματώδη ἄνοδον τῆς τιμῆς τοῦ δολλαρίου κατὰ τὰς τελευταίας ἡμέρας εἰς τὰς διεθνεῖς ἀγορὰς συναλλάγματος καὶ θεωροῦν ὅτι ἡ ἐξέλιξις αὐτὴ θὰ ἐπιδράσῃ δυσμενῶς ἐπὶ τῶν τιμῶν τῶν εἰσαγομένων προϊόντων.: [74, 295, 129, 336]
kitrinos-l2: ὅλων τῶν ἀγγλικῶν: [260, 230, 301, 251]
apostoli2-l1: ΤΟ ΑΠΟ ΚΑΘΗΓΗΤΟΥ: [589, 153, 646, 160]
col8-sub-a-body: [446, 203, 491, 315]
divider: [198, 213, 253, 214]
col8-p12: Ἐπὶ τοῦ θέματος τούτου ἐγένετο εὐρεῖα συζήτησις κατὰ τὴν χθεσινὴν σύσκεψιν, ἡ ὁποία διήρκεσεν ἐπὶ τρίωρον καὶ κατὰ τὴν ὁποίαν ἐξητάσθησαν ὅλαι αἱ πλευραὶ τοῦ προβλήματος ἀπὸ τεχνικῆς καὶ οἰκονομικῆς πλευρᾶς.: [495, 355, 539, 391]
col5-p10: Ἐπὶ τοῦ θέματος τούτου ἐγένετο εὐρεῖα συζήτησις κατὰ τὴν χθεσινὴν σύσκεψιν, ἡ ὁποία διήρκεσεν ἐπὶ τρίωρον καὶ κατὰ τὴν ὁποίαν ἐξητάσθησαν ὅλαι αἱ πλευραὶ τοῦ προβλήματος ἀπὸ τεχνικῆς καὶ οἰκονομικῆς πλευρᾶς.: [260, 532, 315, 559]
kinezikh-sub: ἐναντίον τῆς Σοβιετικῆς Ἑνώσεως: [329, 262, 370, 285]
col8-sub-b: [493, 203, 540, 317]
col3-body5: [136, 483, 191, 539]
divider: [546, 167, 689, 168]
divider: [74, 274, 129, 275]
responsible-line: ΥΠΕΥΘΥΝΟΣ : Φ. Ν. ΜΑΡΙΩΤΟΠΟΥΛΟΣ: [8, 20, 97, 26]
col1-p12: Κατὰ τὰς αὐτὰς πληροφορίας αἱ ἁρμόδιαι ὑπηρεσίαι μελετοῦν ἤδη τὰ ἐνδεχόμενα μέτρα τὰ ὁποῖα θὰ ληφθοῦν διὰ τὴν ἀντιμετώπισιν τῆς καταστάσεως, ἡ ὁποία χαρακτηρίζεται ὡς ἰδιαιτέρως σοβαρὰ διὰ τὴν οἰκονομίαν τῶν χωρῶν - μελῶν.: [11, 485, 67, 513]
souez-note: Ὁ κ. Κίσσινγκερ θὰ ἐπιστρέψῃ τὸ ἑσπέρας εἰς τὸ Τὲλ Ἀβὶβ μὲ νὲας προτάσεις τῶν Αἰγυπτίων: [74, 277, 129, 290]
col5-p6: Ἀνεκοινώθη ἐπισήμως ὅτι αἱ ἐργασίαι θὰ συνεχισθοῦν καὶ σήμερον, ἐνῶ ἀναμένεται ὅπως ληφθοῦν ὁριστικαὶ ἀποφάσεις πρὸ τοῦ τέλους τῆς ἑβδομάδος, συμφώνως πρὸς τὸ καταρτισθὲν πρόγραμμα.: [260, 382, 315, 404]
col6-p8: Οἱ κύκλοι τῆς Εὐρωπαϊκῆς Οἰκονομικῆς Κοινότητος ἐξέφρασαν τὴν ἀνησυχίαν των διὰ τὴν ἁλματώδη ἄνοδον τῆς τιμῆς τοῦ δολλαρίου κατὰ τὰς τελευταίας ἡμέρας εἰς τὰς διεθνεῖς ἀγορὰς συναλλάγματος καὶ θεωροῦν ὅτι ἡ ἐξέλιξις αὐτὴ θὰ ἐπιδράσῃ δυσμενῶς ἐπὶ τῶν τιμῶν τῶν εἰσαγομένων προϊόντων.: [322, 389, 377, 425]
col7-body: [384, 117, 439, 268]
apagogi-l2: ΚΑΙ ΑΠΕΛΕΥΘΕΡΩΣΙΣ: [203, 547, 248, 553]
agency-tag: ΑΘΗΝΑΙ (ΑΠΕ).—: [446, 203, 475, 208]
col7-p9: Κατὰ τὰς αὐτὰς πληροφορίας αἱ ἁρμόδιαι ὑπηρεσίαι μελετοῦν ἤδη τὰ ἐνδεχόμενα μέτρα τὰ ὁποῖα θὰ ληφθοῦν διὰ τὴν ἀντιμετώπισιν τῆς καταστάσεως, ἡ ὁποία χαρακτηρίζεται ὡς ἰδιαιτέρως σοβαρὰ διὰ τὴν οἰκονομίαν τῶν χωρῶν - μελῶν.: [384, 364, 439, 392]
divider: [198, 189, 253, 191]
col4-p9: Ἀνεκοινώθη ἐπισήμως ὅτι αἱ ἐργασίαι θὰ συνεχισθοῦν καὶ σήμερον, ἐνῶ ἀναμένεται ὅπως ληφθοῦν ὁριστικαὶ ἀποφάσεις πρὸ τοῦ τέλους τῆς ἑβδομάδος, συμφώνως πρὸς τὸ καταρτισθὲν πρόγραμμα.: [198, 445, 253, 468]
col2-p11: Ἐπὶ τοῦ θέματος τούτου ἐγένετο εὐρεῖα συζήτησις κατὰ τὴν χθεσινὴν σύσκεψιν, ἡ ὁποία διήρκεσεν ἐπὶ τρίωρον καὶ κατὰ τὴν ὁποίαν ἐξητάσθησαν ὅλαι αἱ πλευραὶ τοῦ προβλήματος ἀπὸ τεχνικῆς καὶ οἰκονομικῆς πλευρᾶς.: [74, 486, 129, 513]
col3-p6: Ἐπὶ τοῦ θέματος τούτου ἐγένετο εὐρεῖα συζήτησις κατὰ τὴν χθεσινὴν σύσκεψιν, ἡ ὁποία διήρκεσεν ἐπὶ τρίωρον καὶ κατὰ τὴν ὁποίαν ἐξητάσθησαν ὅλαι αἱ πλευραὶ τοῦ προβλήματος ἀπὸ τεχνικῆς καὶ οἰκονομικῆς πλευρᾶς.: [136, 312, 191, 339]
col9-body4: [546, 305, 689, 325]
col4-body2: [198, 216, 253, 334]
anergoi-where: ΕΙΣ ΤΗΝ ΒΡΕΤΑΝΝΙΑΝ: [264, 370, 311, 376]
col5-body2: [260, 295, 315, 355]
divider: [322, 457, 377, 459]
kathestos-l2: ΤΗΣ ΔΙΑΘΡΥΨΕΩΣ: [499, 331, 536, 344]
souez-title: ΤΟ ΣΧΕΔΙΟΝ ΑΠΑΓΚΙΣΤΡΩΣΕΩΣ: [74, 233, 135, 248]
col4-p5: Ὁ ἐκπρόσωπος τοῦ ὑπουργείου ἐδήλωσεν ὅτι ἡ κυβέρνησις παρακολουθεῖ στενῶς τὰς ἐξελίξεις καὶ εἶναι ἕτοιμη νὰ ἐπέμβῃ ὁποτεδήποτε τοῦτο κριθῇ ἀναγκαῖον διὰ τὴν προστασίαν τοῦ καταναλωτικοῦ κοινοῦ.: [198, 269, 253, 296]
kinezikh-deck: Στόχος τὸ θέμα τῶν διαξεων τῶν ἐθνικοτήτων ῥωσσικῶν διαστρεμμένων: [322, 287, 377, 305]
col4-body4: [198, 560, 253, 587]
col6-p1: Ἀνεκοινώθη ἐπισήμως ὅτι αἱ ἐργασίαι θὰ συνεχισθοῦν καὶ σήμερον, ἐνῶ ἀναμένεται ὅπως ληφθοῦν ὁριστικαὶ ἀποφάσεις πρὸ τοῦ τέλους τῆς ἑβδομάδος, συμφώνως πρὸς τὸ καταρτισθὲν πρόγραμμα.: [322, 116, 377, 144]
col3-p10: Κατὰ τὰς αὐτὰς πληροφορίας αἱ ἁρμόδιαι ὑπηρεσίαι μελετοῦν ἤδη τὰ ἐνδεχόμενα μέτρα τὰ ὁποῖα θὰ ληφθοῦν διὰ τὴν ἀντιμετώπισιν τῆς καταστάσεως, ἡ ὁποία χαρακτηρίζεται ὡς ἰδιαιτέρως σοβαρὰ διὰ τὴν οἰκονομίαν τῶν χωρῶν - μελῶν.: [136, 483, 191, 510]
issue-number: ΕΤΟΣ 59ον - ΑΡΙΘ. ΦΥΛΛΟΥ 19.219: [600, 50, 690, 57]
col5-p1: Ἀνεκοινώθη ἐπισήμως ὅτι αἱ ἐργασίαι θὰ συνεχισθοῦν καὶ σήμερον, ἐνῶ ἀναμένεται ὅπως ληφθοῦν ὁριστικαὶ ἀποφάσεις πρὸ τοῦ τέλους τῆς ἑβδομάδος, συμφώνως πρὸς τὸ καταρτισθὲν πρόγραμμα.: [260, 116, 315, 139]
divider: [136, 367, 191, 369]
divider: [546, 354, 689, 355]
divider: [546, 235, 689, 237]
col8-sub-d-body: [496, 356, 540, 425]
column-9: [542, 117, 692, 982]
divider: [546, 150, 689, 151]
divider: [136, 480, 191, 481]
col8-p6: Κατὰ τὰς αὐτὰς πληροφορίας αἱ ἁρμόδιαι ὑπηρεσίαι μελετοῦν ἤδη τὰ ἐνδεχόμενα μέτρα τὰ ὁποῖα θὰ ληφθοῦν διὰ τὴν ἀντιμετώπισιν τῆς καταστάσεως, ἡ ὁποία χαρακτηρίζεται ὡς ἰδιαιτέρως σοβαρὰ διὰ τὴν οἰκονομίαν τῶν χωρῶν - μελῶν.: [495, 203, 539, 244]
petrelaioforon-title: Ἐνετοπίσθη πετρελαιοφόρον: [446, 162, 539, 170]
mid-headline-line2: Η ΑΠΟ ΤΟΥ 1967 ΕΚΛΟΓΗ ΜΗΤΡΟΠΟΛΙΤΩΝ: [264, 73, 439, 84]
col4-p6: Οἱ κύκλοι τῆς Εὐρωπαϊκῆς Οἰκονομικῆς Κοινότητος ἐξέφρασαν τὴν ἀνησυχίαν των διὰ τὴν ἁλματώδη ἄνοδον τῆς τιμῆς τοῦ δολλαρίου κατὰ τὰς τελευταίας ἡμέρας εἰς τὰς διεθνεῖς ἀγορὰς συναλλάγματος καὶ θεωροῦν ὅτι ἡ ἐξέλιξις αὐτὴ θὰ ἐπιδράσῃ δυσμενῶς ἐπὶ τῶν τιμῶν τῶν εἰσαγομένων προϊόντων.: [198, 298, 253, 334]
col8-p5: Οἱ κύκλοι τῆς Εὐρωπαϊκῆς Οἰκονομικῆς Κοινότητος ἐξέφρασαν τὴν ἀνησυχίαν των διὰ τὴν ἁλματώδη ἄνοδον τῆς τιμῆς τοῦ δολλαρίου κατὰ τὰς τελευταίας ἡμέρας εἰς τὰς διεθνεῖς ἀγορὰς συναλλάγματος καὶ θεωροῦν ὅτι ἡ ἐξέλιξις αὐτὴ θὰ ἐπιδράσῃ δυσμενῶς ἐπὶ τῶν τιμῶν τῶν εἰσαγομένων προϊόντων.: [446, 270, 491, 315]
col4-p4: Ἀνεκοινώθη ἐπισήμως ὅτι αἱ ἐργασίαι θὰ συνεχισθοῦν καὶ σήμερον, ἐνῶ ἀναμένεται ὅπως ληφθοῦν ὁριστικαὶ ἀποφάσεις πρὸ τοῦ τέλους τῆς ἑβδομάδος, συμφώνως πρὸς τὸ καταρτισθὲν πρόγραμμα.: [198, 245, 253, 267]
divider: [496, 352, 540, 353]
divider: [546, 290, 689, 291]
col5-p9: Κατὰ τὰς αὐτὰς πληροφορίας αἱ ἁρμόδιαι ὑπηρεσίαι μελετοῦν ἤδη τὰ ἐνδεχόμενα μέτρα τὰ ὁποῖα θὰ ληφθοῦν διὰ τὴν ἀντιμετώπισιν τῆς καταστάσεως, ἡ ὁποία χαρακτηρίζεται ὡς ἰδιαιτέρως σοβαρὰ διὰ τὴν οἰκονομίαν τῶν χωρῶν - μελῶν.: [260, 503, 315, 530]
agency-tag: ΒΡΥΞΕΛΛΑΙ (ΑΠΕ).—: [11, 116, 47, 121]
divider: [446, 320, 539, 322]
column-1: [8, 117, 70, 982]
divider: [546, 255, 689, 256]
right-headline: ΘΑ ΜΕΙΩΘΗ Η ΤΙΜΗ ΤΟΥ ΠΕΤΡΕΛΑΙΟΥ: [456, 61, 688, 76]
divider: [198, 538, 253, 540]
col6-body: [322, 117, 377, 240]
col9-body: [546, 117, 689, 148]
col9-p8: Ὁ ἐκπρόσωπος τοῦ ὑπουργείου ἐδήλωσεν ὅτι ἡ κυβέρνησις παρακολουθεῖ στενῶς τὰς ἐξελίξεις καὶ εἶναι ἕτοιμη νὰ ἐπέμβῃ ὁποτεδήποτε τοῦτο κριθῇ ἀναγκαῖον διὰ τὴν προστασίαν τοῦ καταναλωτικοῦ κοινοῦ.: [546, 223, 689, 232]
headline-left-col: [8, 63, 260, 84]
col8-p7: Ἐπὶ τοῦ θέματος τούτου ἐγένετο εὐρεῖα συζήτησις κατὰ τὴν χθεσινὴν σύσκεψιν, ἡ ὁποία διήρκεσεν ἐπὶ τρίωρον καὶ κατὰ τὴν ὁποίαν ἐξητάσθησαν ὅλαι αἱ πλευραὶ τοῦ προβλήματος ἀπὸ τεχνικῆς καὶ οἰκονομικῆς πλευρᾶς.: [495, 245, 539, 282]
kathestos-l3: ΤΟΥ ΠΑΝΑΜΑ: [499, 343, 536, 350]
sygkratimeni-byline: ΤΟΥ Κ. ΚΩΝΣΤΑΝΤΙΝΟΥ ΔΡΑΚΟΠΟΥΛΟΥ: [12, 244, 66, 249]
col3-p7: Ἀνεκοινώθη ἐπισήμως ὅτι αἱ ἐργασίαι θὰ συνεχισθοῦν καὶ σήμερον, ἐνῶ ἀναμένεται ὅπως ληφθοῦν ὁριστικαὶ ἀποφάσεις πρὸ τοῦ τέλους τῆς ἑβδομάδος, συμφώνως πρὸς τὸ καταρτισθὲν πρόγραμμα.: [136, 341, 191, 364]
deck-right: Αἱ ἑταιρίαι καλοῦνται νὰ μειώσουν τὰ κέρδη των: [449, 92, 689, 103]
synkoinoniaka-byline: ΤΟΥ Γ. ΠΑΠΑΔΑΚΗ: [150, 472, 177, 477]
col7-p11: Οἱ κύκλοι τῆς Εὐρωπαϊκῆς Οἰκονομικῆς Κοινότητος ἐξέφρασαν τὴν ἀνησυχίαν των διὰ τὴν ἁλματώδη ἄνοδον τῆς τιμῆς τοῦ δολλαρίου κατὰ τὰς τελευταίας ἡμέρας εἰς τὰς διεθνεῖς ἀγορὰς συναλλάγματος καὶ θεωροῦν ὅτι ἡ ἐξέλιξις αὐτὴ θὰ ἐπιδράσῃ δυσμενῶς ἐπὶ τῶν τιμῶν τῶν εἰσαγομένων προϊόντων.: [384, 422, 439, 458]
col7-p3: Ἐπὶ τοῦ θέματος τούτου ἐγένετο εὐρεῖα συζήτησις κατὰ τὴν χθεσινὴν σύσκεψιν, ἡ ὁποία διήρκεσεν ἐπὶ τρίωρον καὶ κατὰ τὴν ὁποίαν ἐξητάσθησαν ὅλαι αἱ πλευραὶ τοῦ προβλήματος ἀπὸ τεχνικῆς καὶ οἰκονομικῆς πλευρᾶς.: [384, 187, 439, 215]
agency-tag: ΠΕΚΙΝΟΝ (ΑΠΕ).—: [322, 307, 355, 312]
col5-p3: Οἱ κύκλοι τῆς Εὐρωπαϊκῆς Οἰκονομικῆς Κοινότητος ἐξέφρασαν τὴν ἀνησυχίαν των διὰ τὴν ἁλματώδη ἄνοδον τῆς τιμῆς τοῦ δολλαρίου κατὰ τὰς τελευταίας ἡμέρας εἰς τὰς διεθνεῖς ἀγορὰς συναλλάγματος καὶ θεωροῦν ὅτι ἡ ἐξέλιξις αὐτὴ θὰ ἐπιδράσῃ δυσμενῶς ἐπὶ τῶν τιμῶν τῶν εἰσαγομένων προϊόντων.: [260, 169, 315, 206]
col3-body4: [136, 390, 191, 455]
agency-tag: ΛΟΝΔΙΝΟΝ.—: [260, 294, 283, 299]
apostoli-title: ΑΠΟΣΤΟΛΗ ΛΙΠΑΣΜΑΤΩΝ: [145, 371, 182, 384]
col1-p4: Ἀνεκοινώθη ἐπισήμως ὅτι αἱ ἐργασίαι θὰ συνεχισθοῦν καὶ σήμερον, ἐνῶ ἀναμένεται ὅπως ληφθοῦν ὁριστικαὶ ἀποφάσεις πρὸ τοῦ τέλους τῆς ἑβδομάδος, συμφώνως πρὸς τὸ καταρτισθὲν πρόγραμμα.: [11, 255, 67, 278]
agency-tag: ΛΟΝΔΙΝΟΝ.—: [74, 295, 97, 300]
col5-p2: Ὁ ἐκπρόσωπος τοῦ ὑπουργείου ἐδήλωσεν ὅτι ἡ κυβέρνησις παρακολουθεῖ στενῶς τὰς ἐξελίξεις καὶ εἶναι ἕτοιμη νὰ ἐπέμβῃ ὁποτεδήποτε τοῦτο κριθῇ ἀναγκαῖον διὰ τὴν προστασίαν τοῦ καταναλωτικοῦ κοινοῦ.: [260, 140, 315, 168]
col8-sub-a: [446, 203, 493, 317]
divider: [198, 337, 253, 339]
petrelaioforon-sub: στρῶμα μεταξὺ Θάσου - Καβάλας: [454, 169, 531, 185]
headline-right-col: [451, 63, 692, 84]
col1-p1: Οἱ κύκλοι τῆς Εὐρωπαϊκῆς Οἰκονομικῆς Κοινότητος ἐξέφρασαν τὴν ἀνησυχίαν των διὰ τὴν ἁλματώδη ἄνοδον τῆς τιμῆς τοῦ δολλαρίου κατὰ τὰς τελευταίας ἡμέρας εἰς τὰς διεθνεῖς ἀγορὰς συναλλάγματος καὶ θεωροῦν ὅτι ἡ ἐξέλιξις αὐτὴ θὰ ἐπιδράσῃ δυσμενῶς ἐπὶ τῶν τιμῶν τῶν εἰσαγομένων προϊόντων.: [11, 116, 67, 153]
divider: [322, 242, 377, 244]
divider: [384, 270, 439, 271]
